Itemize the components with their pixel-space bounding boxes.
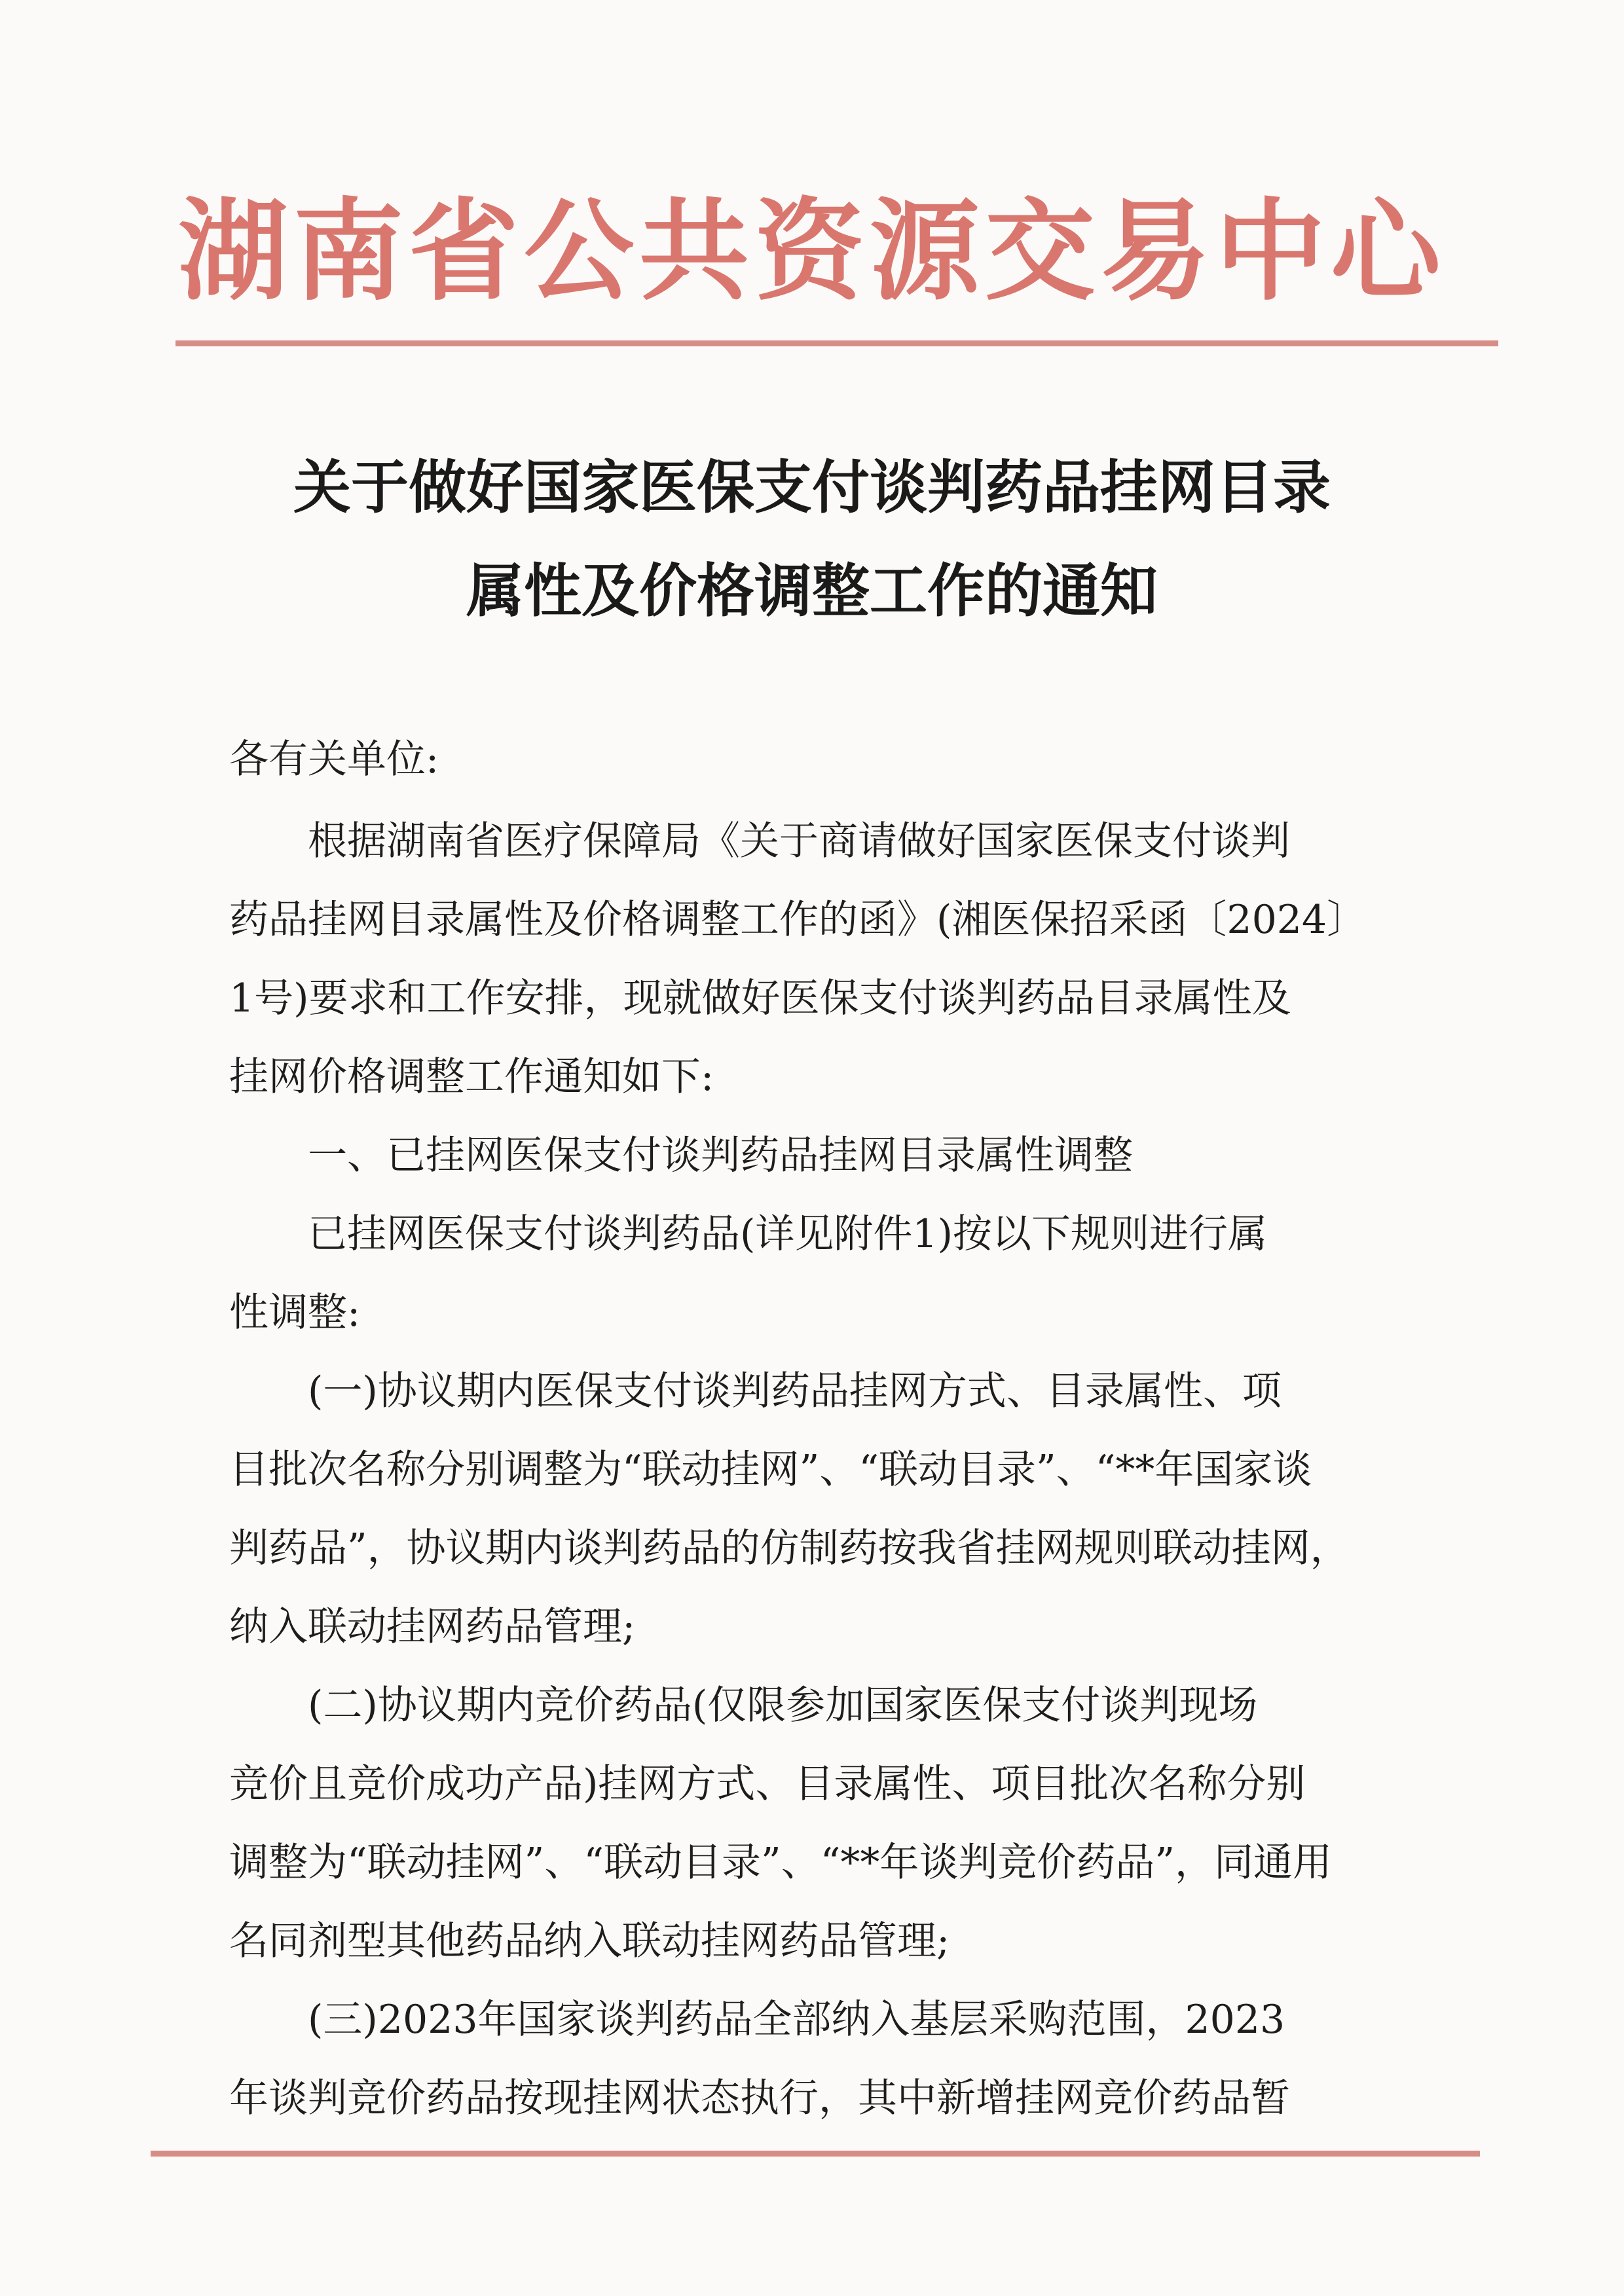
section-heading: 一、已挂网医保支付谈判药品挂网目录属性调整 — [308, 1133, 1133, 1178]
body-line: 根据湖南省医疗保障局《关于商请做好国家医保支付谈判 — [308, 818, 1290, 864]
body-line: (三)2023年国家谈判药品全部纳入基层采购范围，2023 — [308, 1997, 1285, 2043]
salutation: 各有关单位: — [229, 737, 439, 782]
body-line: (一)协议期内医保支付谈判药品挂网方式、目录属性、项 — [308, 1368, 1282, 1414]
body-line: 年谈判竞价药品按现挂网状态执行，其中新增挂网竞价药品暂 — [229, 2075, 1290, 2121]
body-line: 已挂网医保支付谈判药品(详见附件1)按以下规则进行属 — [308, 1211, 1267, 1257]
footer-red-rule — [151, 2151, 1480, 2157]
letterhead-org-name: 湖南省公共资源交易中心 — [178, 187, 1446, 316]
body-line: 1号)要求和工作安排，现就做好医保支付谈判药品目录属性及 — [229, 975, 1291, 1021]
document-title-line-1: 关于做好国家医保支付谈判药品挂网目录 — [293, 453, 1331, 521]
document-title-line-2: 属性及价格调整工作的通知 — [466, 556, 1158, 625]
body-line: 调整为“联动挂网”、“联动目录”、“**年谈判竞价药品”，同通用 — [229, 1840, 1333, 1886]
letterhead-red-rule — [175, 340, 1498, 346]
body-line: (二)协议期内竞价药品(仅限参加国家医保支付谈判现场 — [308, 1683, 1258, 1728]
body-line: 竞价且竞价成功产品)挂网方式、目录属性、项目批次名称分别 — [229, 1761, 1306, 1807]
body-line: 药品挂网目录属性及价格调整工作的函》(湘医保招采函〔2024〕 — [229, 897, 1367, 943]
body-line: 目批次名称分别调整为“联动挂网”、“联动目录”、“**年国家谈 — [229, 1447, 1312, 1493]
body-line: 纳入联动挂网药品管理; — [229, 1604, 636, 1650]
body-line: 挂网价格调整工作通知如下: — [229, 1054, 714, 1100]
body-line: 性调整: — [229, 1290, 361, 1336]
body-line: 名同剂型其他药品纳入联动挂网药品管理; — [229, 1918, 950, 1964]
body-line: 判药品”，协议期内谈判药品的仿制药按我省挂网规则联动挂网， — [229, 1525, 1350, 1571]
